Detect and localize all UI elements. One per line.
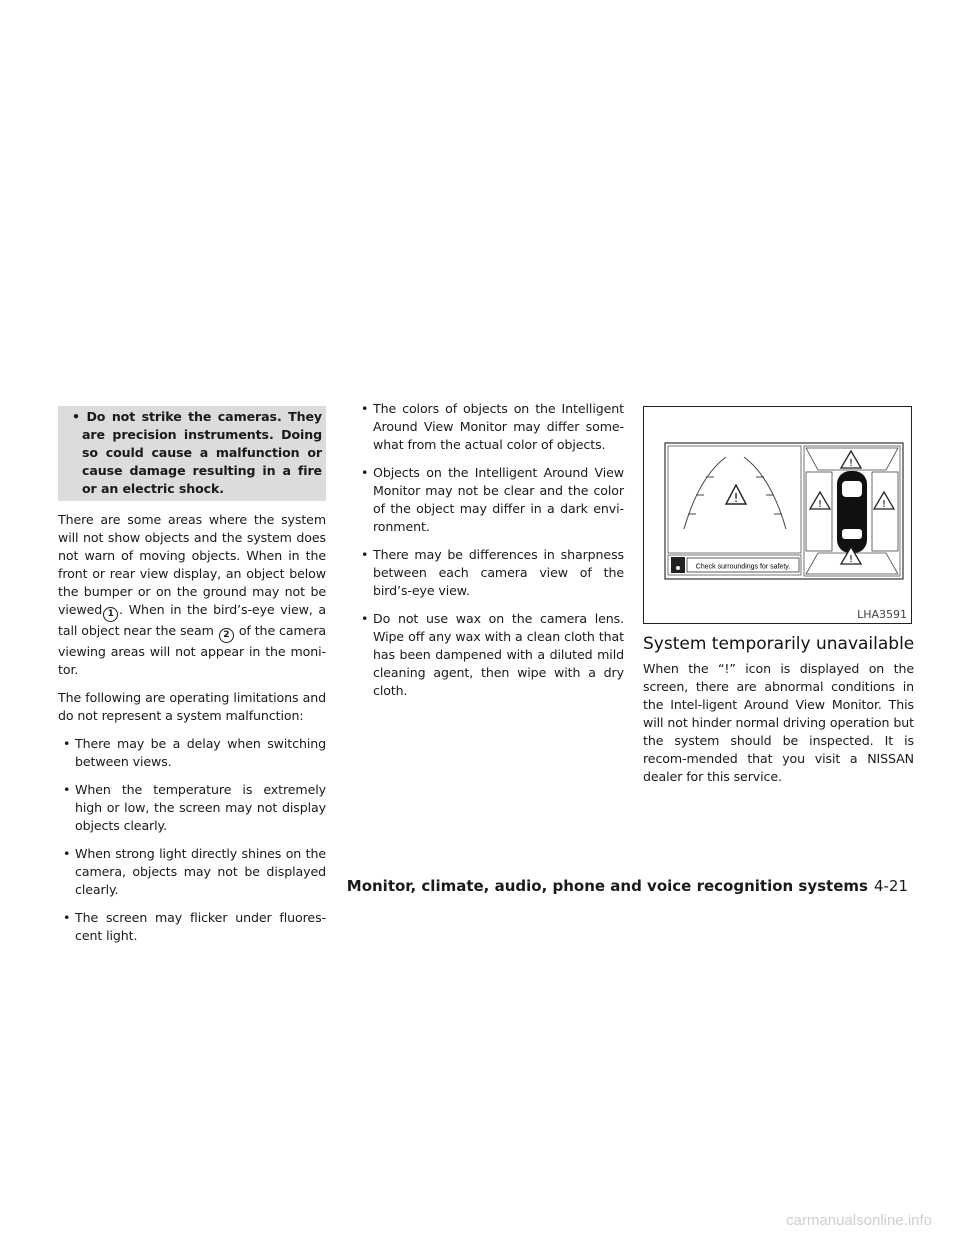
- warning-box: [58, 406, 326, 501]
- bullet-text: The colors of objects on the Intelligent Around View Monitor may differ some-what from the actual color of objects.: [373, 401, 624, 452]
- warning-glyph-text: !: [848, 458, 854, 469]
- callout-2-marker: 2: [219, 628, 234, 643]
- warning-glyph-text: !: [733, 491, 739, 505]
- list-item: [356, 400, 624, 454]
- warning-glyph-text: !: [881, 499, 887, 510]
- para-text: . When in the bird’s-eye view, a tall object near the seam: [58, 602, 326, 638]
- list-item: [58, 909, 326, 945]
- bullet-dot: •: [361, 547, 369, 562]
- warning-text: Do not strike the cameras. They are precision instruments. Doing so could cause a malfunction or cause damage resulting in a fire or an electric shock.: [82, 409, 323, 496]
- column-right: [643, 660, 914, 786]
- bullet-text: The screen may flicker under fluores-cent light.: [75, 910, 326, 943]
- warning-glyph-text: !: [848, 554, 854, 565]
- bullet-dot: •: [361, 611, 369, 626]
- limitations-paragraph: [58, 511, 326, 679]
- bullet-dot: •: [63, 846, 71, 861]
- list-item: [58, 781, 326, 835]
- car-icon: [837, 471, 867, 553]
- bullet-text: Do not use wax on the camera lens. Wipe off any wax with a clean cloth that has been dampened with a diluted mild cleaning agent, then wipe with a dry cloth.: [373, 611, 624, 698]
- callout-1-marker: 1: [103, 607, 118, 622]
- banner-text: Check surroundings for safety.: [695, 563, 791, 571]
- figure-label: LHA3591: [857, 608, 907, 621]
- bullet-text: There may be differences in sharpness between each camera view of the bird’s-eye view.: [373, 547, 624, 598]
- warning-triangle-icon: [810, 492, 830, 510]
- monitor-illustration: [644, 407, 910, 622]
- list-item: [356, 546, 624, 600]
- around-view-monitor-figure: [643, 406, 912, 624]
- warning-triangle-icon: [841, 451, 861, 469]
- para-text: There are some areas where the system will not show objects and the system does not warn of moving objects. When in the front or rear view display, an object below the bumper or on the ground may not be viewed: [58, 512, 326, 617]
- page-number: 4-21: [873, 877, 908, 895]
- section-heading: System temporarily unavailable: [643, 634, 915, 654]
- list-item: [356, 610, 624, 700]
- bullet-dot: •: [63, 736, 71, 751]
- page-footer: [347, 877, 908, 895]
- column-middle: [356, 400, 624, 710]
- para-text: of the camera viewing areas will not appear in the moni-tor.: [58, 623, 327, 677]
- unavailable-paragraph: When the “!” icon is displayed on the screen, there are abnormal conditions in the Intel-ligent Around View Monitor. This will not hinder normal driving operation but the system should be inspected. It is recom-mended that you visit a NISSAN dealer for this service.: [643, 661, 914, 784]
- bullet-text: When the temperature is extremely high or low, the screen may not display objects clearly.: [75, 782, 326, 833]
- bullet-dot: •: [63, 782, 71, 797]
- warning-triangle-icon: [726, 485, 746, 505]
- bullet-dot: •: [361, 465, 369, 480]
- list-item: [356, 464, 624, 536]
- watermark: carmanualsonline.info: [786, 1212, 932, 1229]
- warning-glyph-text: !: [817, 499, 823, 510]
- operating-limitations-intro: The following are operating limitations and do not represent a system malfunction:: [58, 690, 326, 723]
- footer-section-title: Monitor, climate, audio, phone and voice recognition systems: [346, 877, 868, 895]
- bullet-text: Objects on the Intelligent Around View Monitor may not be clear and the color of the object may differ in a dark envi-ronment.: [373, 465, 624, 534]
- list-item: [58, 735, 326, 771]
- bullet-dot: •: [361, 401, 369, 416]
- bullet-dot: •: [63, 910, 71, 925]
- bullet-text: There may be a delay when switching between views.: [75, 736, 326, 769]
- bullet-text: When strong light directly shines on the camera, objects may not be displayed clearly.: [75, 846, 326, 897]
- list-item: [58, 845, 326, 899]
- column-left: [58, 400, 326, 955]
- warning-triangle-icon: [874, 492, 894, 510]
- warning-bullet: •: [72, 409, 80, 424]
